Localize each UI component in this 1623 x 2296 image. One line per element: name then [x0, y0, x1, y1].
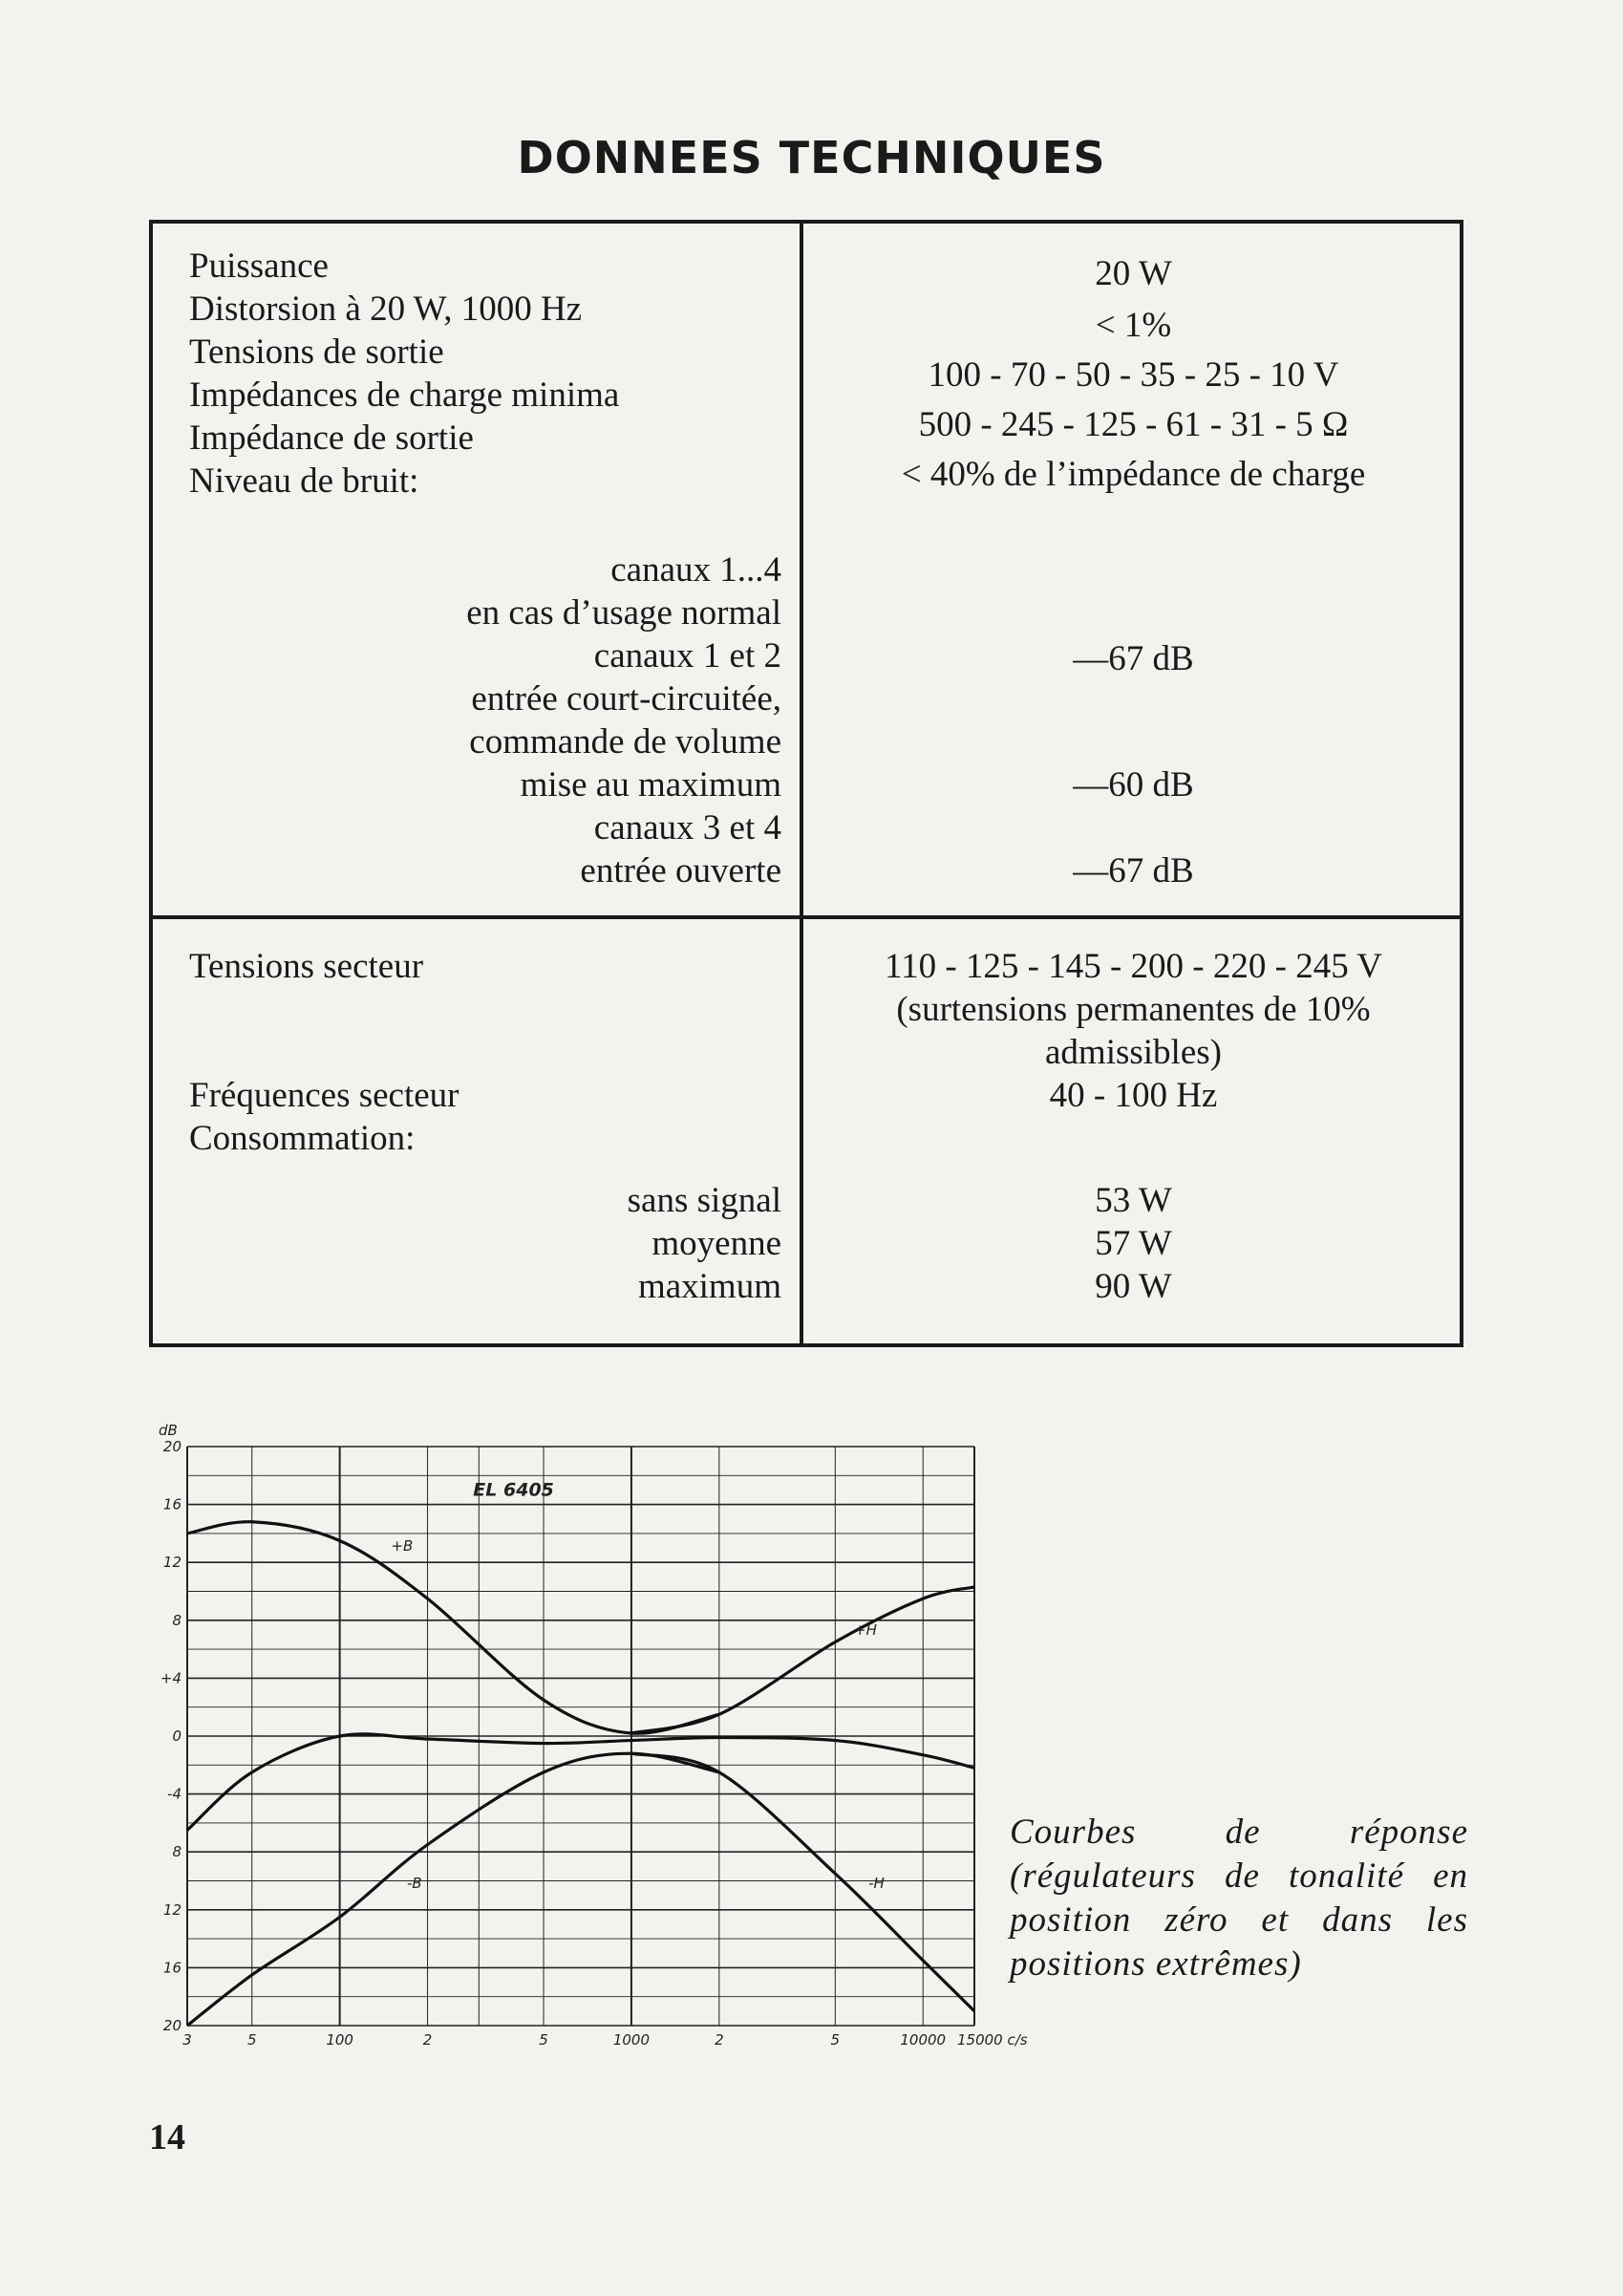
y-tick-label: -4 [167, 1785, 182, 1803]
consumption-values [803, 1179, 1463, 1308]
x-tick-label: 5 [830, 2031, 841, 2049]
spec-sublabel: canaux 1 et 2 [593, 636, 781, 676]
y-tick-label: 12 [162, 1554, 182, 1572]
series-curve-+B [187, 1522, 719, 1734]
spec-value: 20 W [1095, 254, 1172, 293]
y-tick-label: 20 [162, 2017, 182, 2034]
spec-sublabel: entrée ouverte [580, 851, 781, 891]
spec-value: < 1% [1095, 306, 1172, 345]
section2-left-2 [189, 1074, 781, 1160]
y-tick-label: 12 [162, 1900, 182, 1919]
section2-left-indented [189, 1179, 781, 1308]
y-tick-label: 16 [162, 1495, 182, 1513]
table-divider-horizontal [153, 915, 1460, 919]
chart-series [187, 1522, 974, 2026]
spec-value: 90 W [1095, 1267, 1172, 1306]
spec-label: Niveau de bruit: [189, 461, 419, 501]
series-label: -B [406, 1875, 422, 1893]
noise-value-1: —67 dB [1073, 639, 1194, 678]
x-tick-label: 15000 c/s [957, 2031, 1028, 2049]
series-label: +H [854, 1620, 877, 1639]
spec-label: Impédances de charge minima [189, 376, 620, 415]
y-tick-label: +4 [160, 1669, 182, 1687]
response-chart [143, 1414, 1041, 2064]
spec-sublabel: entrée court-circuitée, [471, 679, 781, 719]
page-number: 14 [149, 2117, 185, 2157]
spec-sublabel: canaux 1...4 [610, 550, 781, 590]
page-title: DONNEES TECHNIQUES [517, 132, 1106, 183]
spec-value: 40 - 100 Hz [1049, 1076, 1218, 1115]
spec-value: 500 - 245 - 125 - 61 - 31 - 5 Ω [918, 405, 1349, 444]
spec-sublabel: commande de volume [469, 722, 781, 762]
section1-left [189, 245, 781, 503]
spec-value: < 40% de l’impédance de charge [901, 455, 1366, 494]
spec-sublabel: mise au maximum [520, 765, 781, 805]
spec-value: 110 - 125 - 145 - 200 - 220 - 245 V [884, 947, 1383, 986]
spec-label: Tensions de sortie [189, 333, 444, 372]
noise-value-2: —60 dB [1073, 765, 1194, 805]
section1-right [803, 252, 1463, 496]
spec-sublabel: maximum [637, 1267, 781, 1306]
section2-left-1: Tensions secteur [189, 947, 424, 986]
response-chart-svg [143, 1414, 1041, 2064]
series-label: +B [391, 1537, 414, 1556]
x-tick-label: 10000 [900, 2031, 947, 2049]
y-axis-label: dB [159, 1422, 178, 1439]
spec-sublabel: en cas d’usage normal [466, 593, 781, 633]
spec-sublabel: canaux 3 et 4 [593, 808, 781, 848]
y-tick-label: 8 [172, 1843, 182, 1861]
spec-value: 100 - 70 - 50 - 35 - 25 - 10 V [928, 355, 1339, 395]
y-tick-label: 0 [172, 1727, 182, 1745]
chart-title: EL 6405 [473, 1479, 554, 1501]
x-tick-label: 5 [539, 2031, 548, 2049]
spec-sublabel: sans signal [627, 1181, 781, 1220]
noise-value-3: —67 dB [1073, 851, 1194, 891]
spec-label: Distorsion à 20 W, 1000 Hz [189, 290, 583, 329]
y-tick-label: 16 [162, 1959, 182, 1977]
spec-label: Consommation: [189, 1119, 416, 1158]
x-tick-label: 2 [715, 2031, 724, 2049]
spec-label: Puissance [189, 247, 329, 286]
spec-sublabel: moyenne [651, 1224, 781, 1263]
x-tick-label: 100 [326, 2031, 353, 2049]
spec-value: 53 W [1095, 1181, 1172, 1220]
x-tick-label: 3 [182, 2031, 192, 2049]
y-tick-label: 8 [172, 1611, 182, 1629]
spec-label: Fréquences secteur [189, 1076, 459, 1115]
spec-value: (surtensions permanentes de 10% [896, 990, 1371, 1029]
spec-value: admissibles) [1045, 1033, 1222, 1072]
spec-label: Impédance de sortie [189, 418, 474, 458]
x-tick-label: 2 [422, 2031, 433, 2049]
section1-left-indented [189, 548, 781, 892]
x-tick-label: 1000 [612, 2031, 651, 2049]
section2-right [803, 945, 1463, 1117]
spec-value: 57 W [1095, 1224, 1172, 1263]
series-curve-0 [187, 1734, 974, 1831]
y-tick-label: 20 [162, 1438, 182, 1455]
chart-labels [159, 1422, 1028, 2049]
spec-table [149, 220, 1463, 1347]
series-label: -H [868, 1875, 885, 1893]
x-tick-label: 5 [246, 2031, 257, 2049]
chart-caption: Courbes de réponse (régulateurs de tonalité en position zéro et dans les positions extrêmes) [1010, 1813, 1468, 1984]
